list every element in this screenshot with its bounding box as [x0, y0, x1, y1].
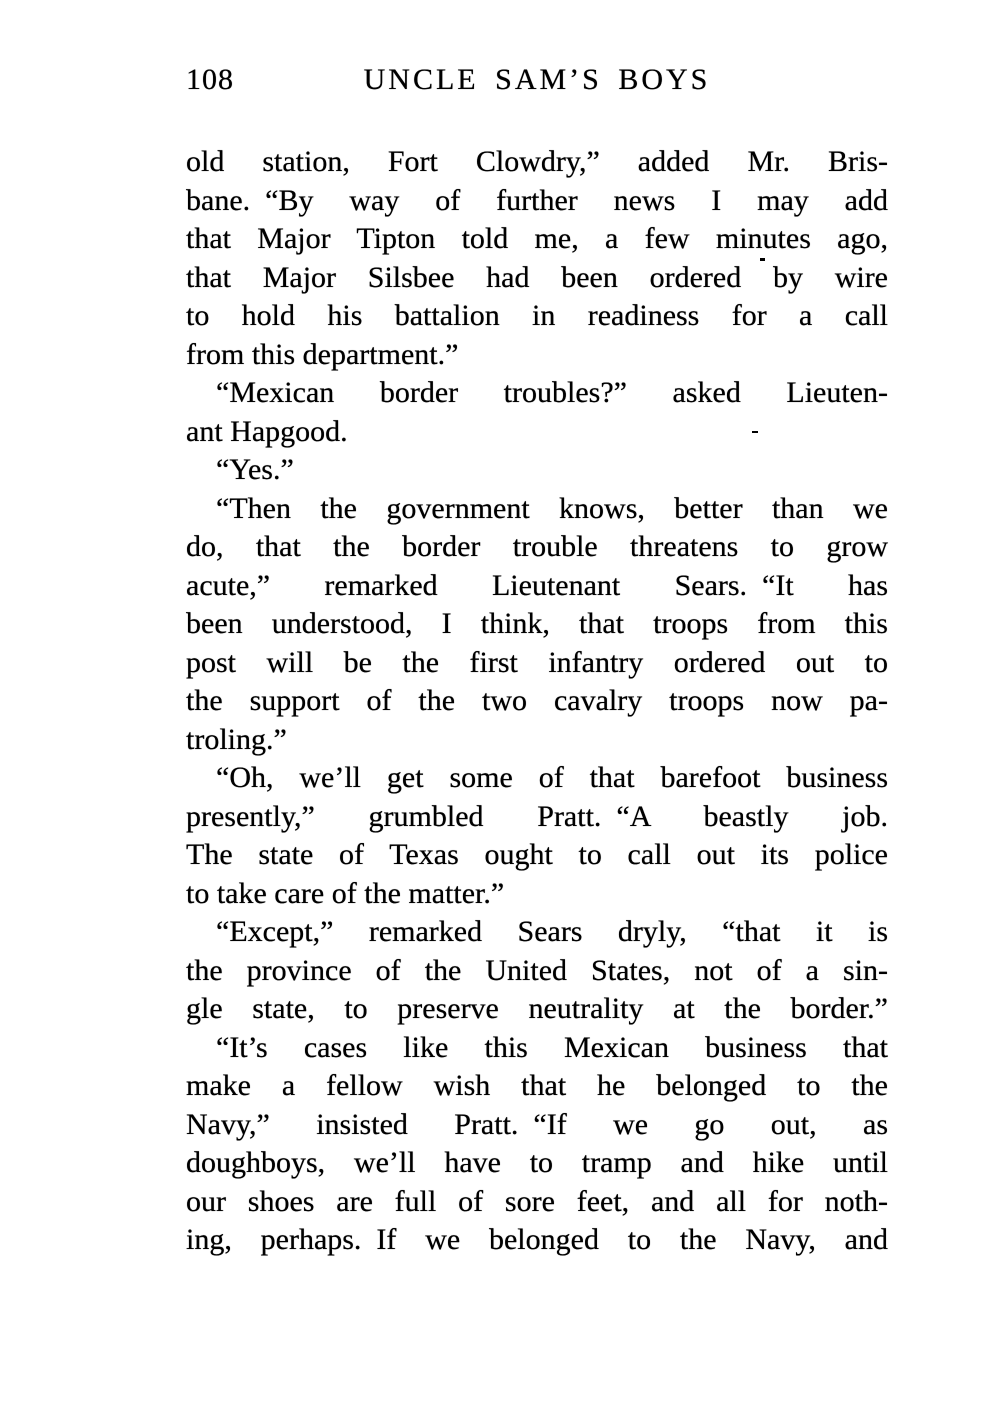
text-line: Navy,” insisted Pratt. “If we go out, as [186, 1107, 888, 1141]
scan-speck-dot [760, 258, 765, 261]
text-block [186, 143, 888, 1260]
text-line: bane. “By way of further news I may add [186, 183, 888, 217]
page-number: 108 [186, 63, 234, 96]
text-line: acute,” remarked Lieutenant Sears. “It has [186, 568, 888, 602]
scan-speck-dash [752, 431, 758, 433]
text-line: “Mexican border troubles?” asked Lieuten- [216, 376, 888, 409]
text-line: do, that the border trouble threatens to grow [186, 530, 888, 563]
page-header [186, 62, 888, 102]
text-line: ing, perhaps. If we belonged to the Navy, and [186, 1223, 888, 1256]
text-line: our shoes are full of sore feet, and all for noth- [186, 1184, 888, 1218]
text-line: to hold his battalion in readiness for a call [186, 299, 888, 332]
text-line: The state of Texas ought to call out its police [186, 838, 888, 871]
text-line: the province of the United States, not of a sin- [186, 953, 888, 987]
text-line: post will be the first infantry ordered out to [186, 645, 888, 679]
text-line: from this department.” [186, 337, 459, 371]
running-title: UNCLE SAM’S BOYS [363, 63, 711, 96]
text-line: old station, Fort Clowdry,” added Mr. Bris- [186, 145, 888, 178]
text-line: ant Hapgood. [186, 414, 348, 448]
text-line: presently,” grumbled Pratt. “A beastly job. [186, 799, 888, 833]
text-line: the support of the two cavalry troops now pa- [186, 684, 888, 717]
text-line: that Major Silsbee had been ordered by wire [186, 260, 888, 294]
text-line: troling.” [186, 722, 287, 756]
text-line: “Except,” remarked Sears dryly, “that it is [216, 915, 888, 948]
text-line: “Then the government knows, better than we [216, 491, 888, 525]
text-line: that Major Tipton told me, a few minutes ago, [186, 222, 888, 255]
text-line: “Oh, we’ll get some of that barefoot business [216, 761, 888, 794]
text-line: “Yes.” [216, 453, 294, 486]
text-line: make a fellow wish that he belonged to the [186, 1069, 888, 1102]
text-line: to take care of the matter.” [186, 876, 505, 910]
text-line: been understood, I think, that troops from this [186, 607, 888, 640]
text-line: “It’s cases like this Mexican business that [216, 1030, 888, 1064]
text-line: doughboys, we’ll have to tramp and hike until [186, 1146, 888, 1179]
text-line: gle state, to preserve neutrality at the border.” [186, 992, 888, 1025]
